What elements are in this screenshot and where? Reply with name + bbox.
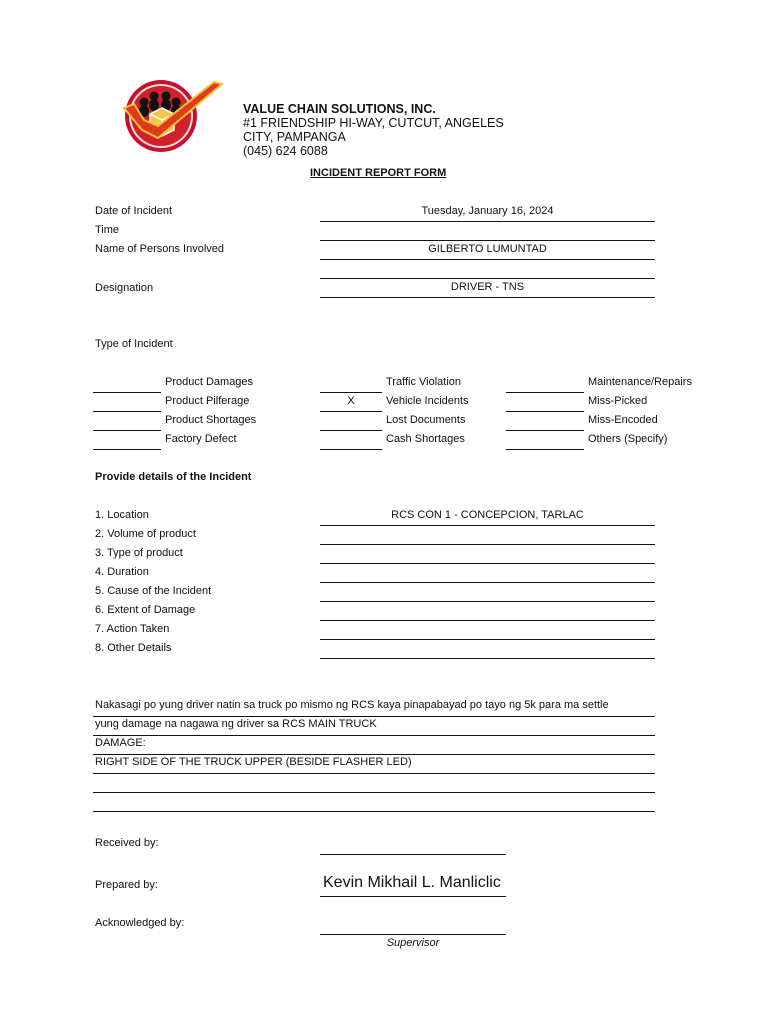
designation-underline [320,297,655,298]
checkbox-line [320,430,382,431]
persons-label: Name of Persons Involved [95,243,225,255]
detail-underline [320,582,655,583]
option-label: Maintenance/Repairs [588,376,692,388]
option-label: Factory Defect [165,433,237,445]
detail-underline [320,620,655,621]
detail-label: 2. Volume of product [95,528,196,540]
option-label: Miss-Picked [588,395,648,407]
checkbox-line [93,392,161,393]
checkbox-line [320,411,382,412]
prepared-value[interactable]: Kevin Mikhail L. Manliclic [323,874,501,891]
company-address-line2: CITY, PAMPANGA [243,130,346,144]
form-title: INCIDENT REPORT FORM [310,167,447,179]
detail-value[interactable]: RCS CON 1 - CONCEPCION, TARLAC [391,509,584,521]
narrative-underline [93,735,655,736]
detail-underline [320,639,655,640]
received-underline [320,854,506,855]
detail-label: 7. Action Taken [95,623,170,635]
date-value[interactable]: Tuesday, January 16, 2024 [421,205,554,217]
detail-label: 4. Duration [95,566,149,578]
detail-label: 8. Other Details [95,642,172,654]
company-address-line1: #1 FRIENDSHIP HI-WAY, CUTCUT, ANGELES [243,116,504,130]
checkbox-line [93,449,161,450]
narrative-line[interactable]: DAMAGE: [95,737,146,749]
option-label: Miss-Encoded [588,414,658,426]
option-label: Product Pilferage [165,395,250,407]
checkbox-line [93,411,161,412]
narrative-line[interactable]: yung damage na nagawa ng driver sa RCS MAIN TRUCK [95,718,377,730]
supervisor-caption: Supervisor [386,937,440,949]
detail-label: 3. Type of product [95,547,183,559]
checkbox-line [506,430,584,431]
narrative-underline [93,792,655,793]
narrative-line[interactable]: RIGHT SIDE OF THE TRUCK UPPER (BESIDE FLASHER LED) [95,756,412,768]
detail-underline [320,544,655,545]
persons-underline [320,259,655,260]
narrative-underline [93,754,655,755]
detail-label: 1. Location [95,509,149,521]
narrative-line[interactable]: Nakasagi po yung driver natin sa truck po mismo ng RCS kaya pinapabayad po tayo ng 5k para ma settle [95,699,609,711]
detail-label: 5. Cause of the Incident [95,585,212,597]
date-underline [320,221,655,222]
narrative-underline [93,773,655,774]
designation-label: Designation [95,282,154,294]
option-label: Others (Specify) [588,433,668,445]
option-label: Cash Shortages [386,433,465,445]
checkbox-line [506,449,584,450]
prepared-underline [320,896,506,897]
detail-underline [320,658,655,659]
company-name: VALUE CHAIN SOLUTIONS, INC. [243,102,436,116]
persons-value[interactable]: GILBERTO LUMUNTAD [428,243,547,255]
acknowledged-underline [320,934,506,935]
persons-underline-2 [320,278,655,279]
details-heading: Provide details of the Incident [95,471,252,483]
checkbox-line [320,449,382,450]
checkbox-line [506,411,584,412]
vcs-logo-icon [122,78,226,154]
prepared-label: Prepared by: [95,879,158,891]
date-label: Date of Incident [95,205,173,217]
option-label: Product Shortages [165,414,257,426]
narrative-underline [93,811,655,812]
received-label: Received by: [95,837,159,849]
acknowledged-label: Acknowledged by: [95,917,185,929]
option-label: Lost Documents [386,414,466,426]
option-label: Product Damages [165,376,254,388]
checkbox-line [506,392,584,393]
detail-underline [320,601,655,602]
checkbox-line [93,430,161,431]
company-phone: (045) 624 6088 [243,144,328,158]
designation-value[interactable]: DRIVER - TNS [450,281,525,293]
checkbox-mark[interactable]: X [347,395,355,407]
detail-underline [320,525,655,526]
checkbox-line [320,392,382,393]
time-label: Time [95,224,120,236]
detail-underline [320,563,655,564]
option-label: Vehicle Incidents [386,395,469,407]
option-label: Traffic Violation [386,376,462,388]
detail-label: 6. Extent of Damage [95,604,196,616]
narrative-underline [93,716,655,717]
time-underline [320,240,655,241]
incident-type-label: Type of Incident [95,338,173,350]
company-logo [122,78,226,154]
